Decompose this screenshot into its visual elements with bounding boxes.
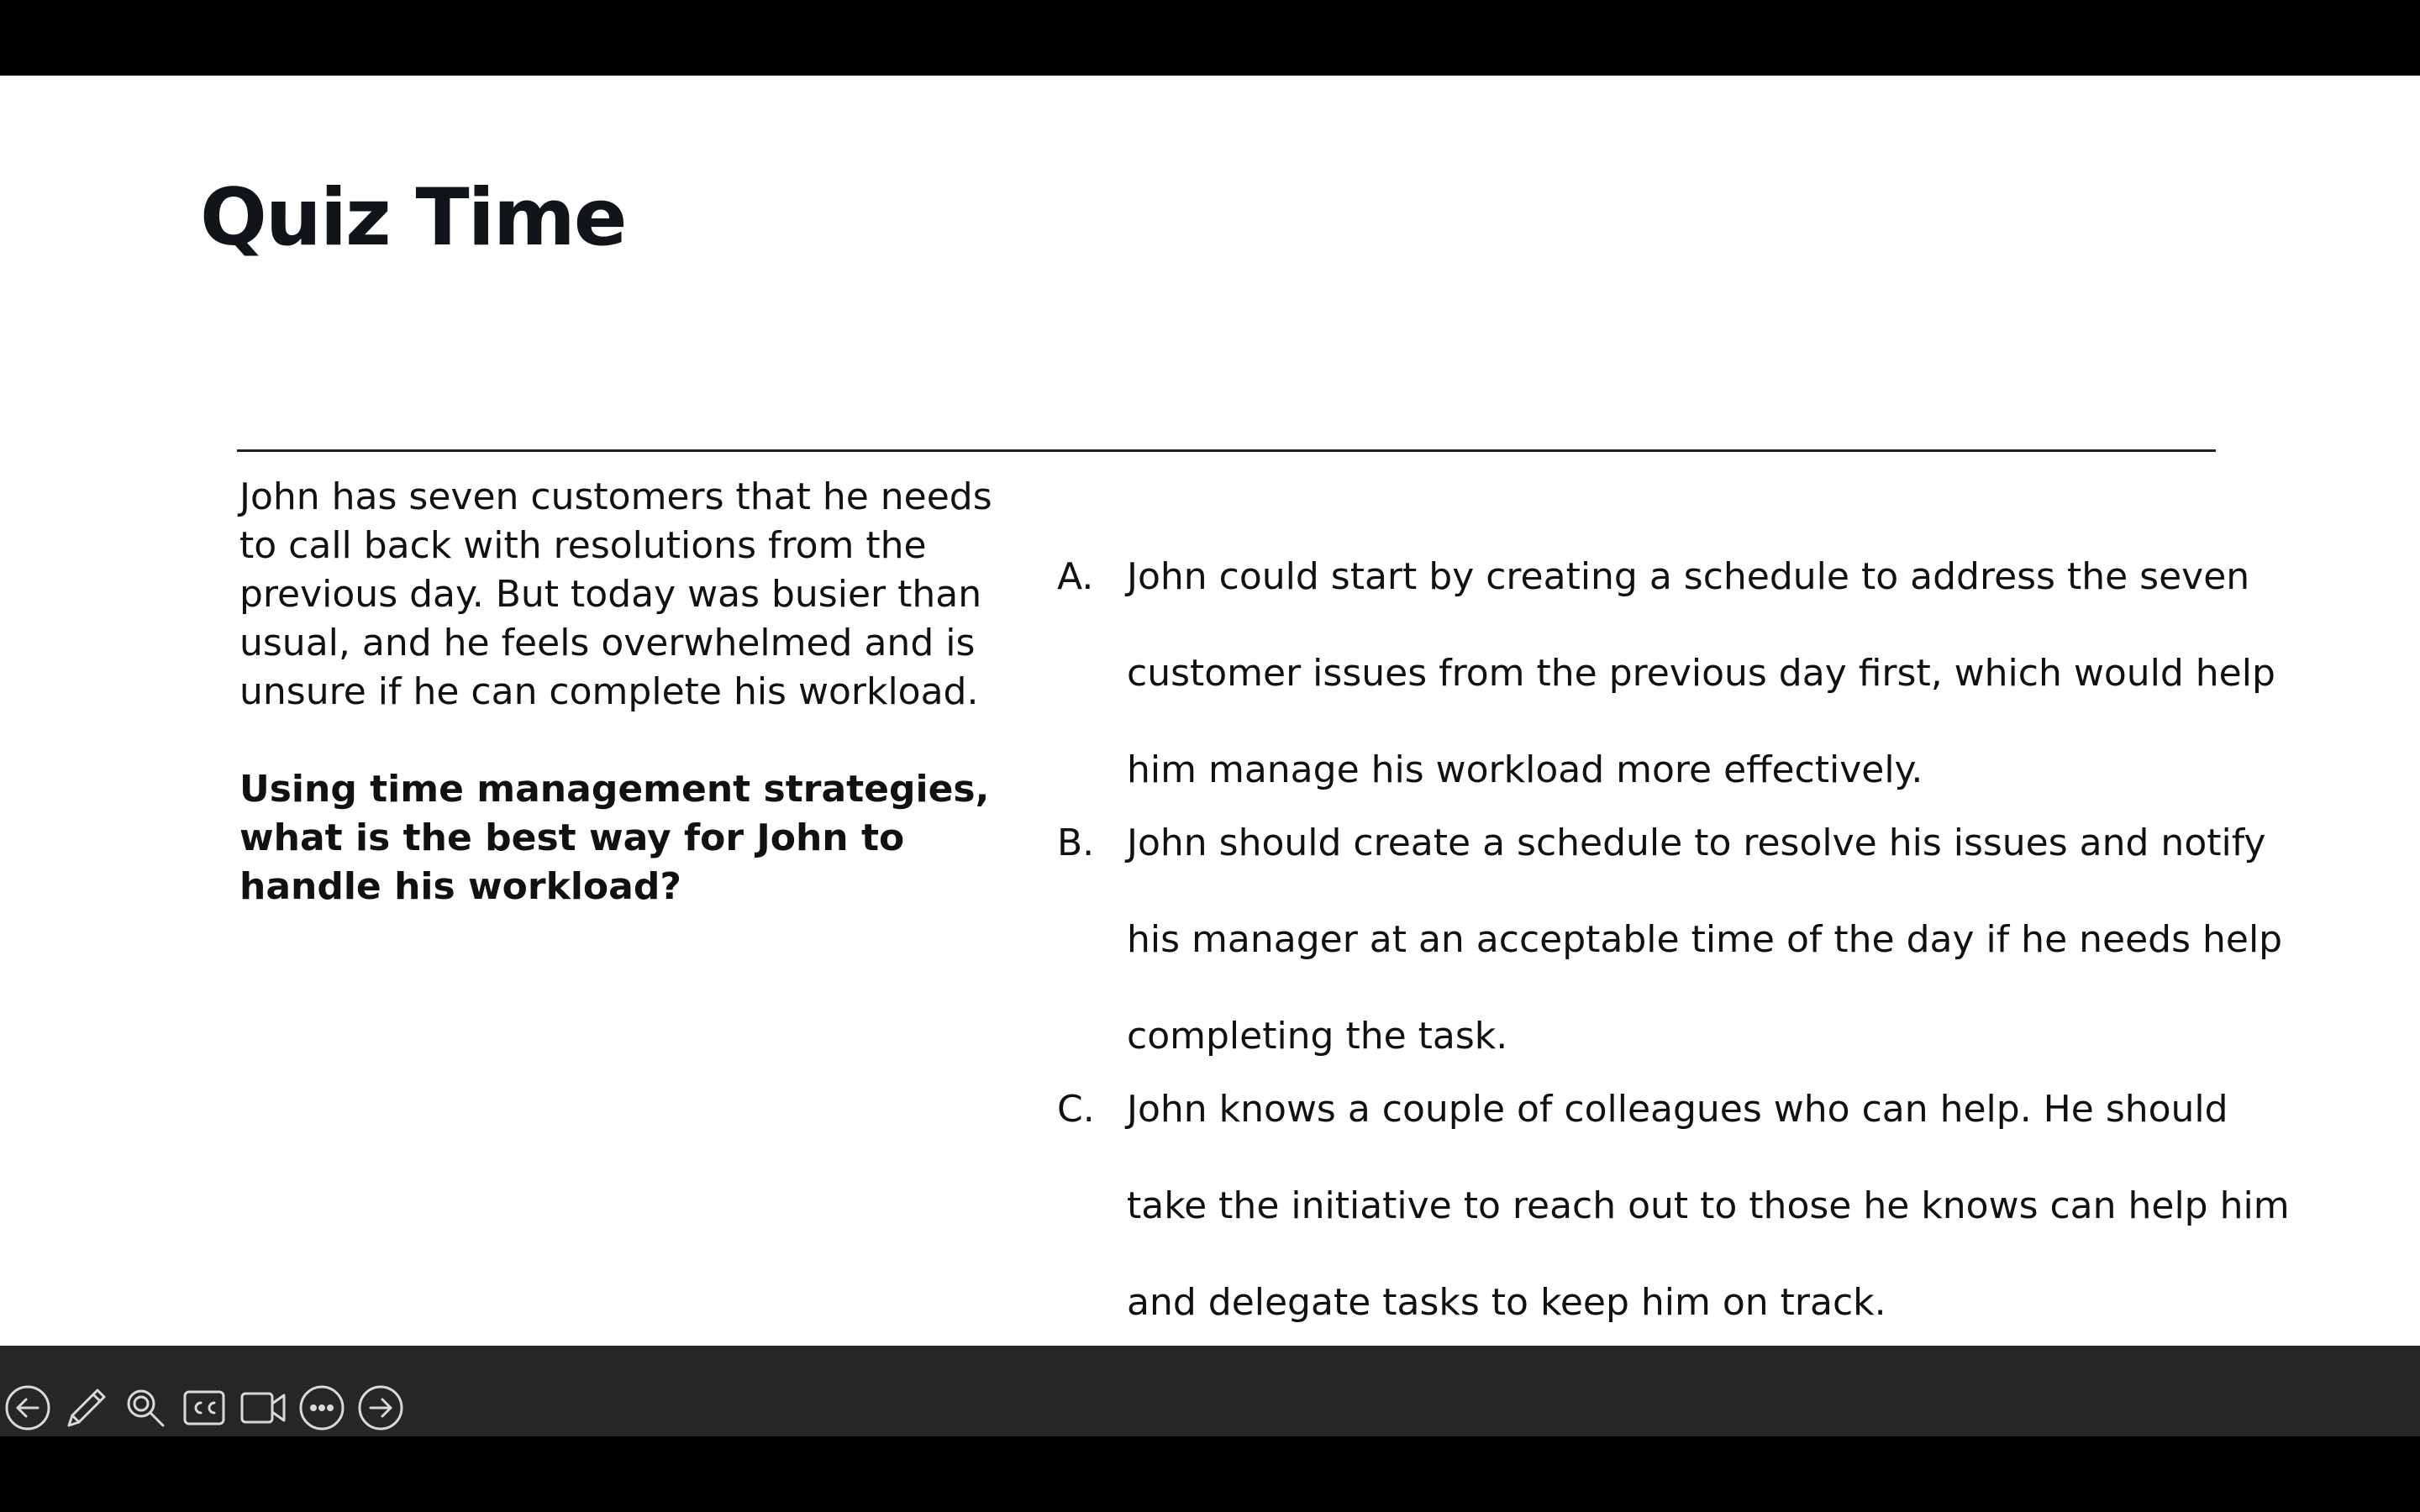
magnifier-icon [121, 1383, 170, 1432]
pen-tool-button[interactable] [62, 1383, 111, 1432]
top-letterbox [0, 0, 2420, 76]
presenter-toolbar [0, 1346, 2420, 1436]
answer-options [1057, 552, 2309, 1346]
answer-option-b [1057, 795, 2309, 1084]
answer-option-a [1057, 528, 2309, 818]
more-options-button[interactable] [297, 1383, 346, 1432]
video-camera-icon [239, 1383, 287, 1432]
arrow-left-circle-icon [3, 1383, 52, 1432]
option-letter: C. [1057, 1088, 1095, 1131]
scenario-text: John has seven customers that he needs to call back with resolutions from the previous day. But today was busier than usual, and he feels overwhelmed and is unsure if he can complete his workload. [239, 475, 992, 713]
slide-title: Quiz Time [200, 172, 626, 264]
option-text: John could start by creating a schedule to address the seven customer issues from the previous day first, which would help him manage his workload more effectively. [1127, 555, 2275, 791]
option-letter: B. [1057, 822, 1095, 864]
title-divider [237, 449, 2216, 452]
previous-slide-button[interactable] [3, 1383, 52, 1432]
pencil-icon [62, 1383, 111, 1432]
option-text: John knows a couple of colleagues who can help. He should take the initiative to reach out to those he knows can help him and delegate tasks to keep him on track. [1127, 1088, 2290, 1324]
next-slide-button[interactable] [356, 1383, 405, 1432]
closed-captions-icon [180, 1383, 229, 1432]
arrow-right-circle-icon [356, 1383, 405, 1432]
scenario-panel [239, 473, 996, 911]
zoom-button[interactable] [121, 1383, 170, 1432]
slide [0, 76, 2420, 1346]
toolbar-controls [3, 1383, 405, 1433]
option-letter: A. [1057, 555, 1094, 598]
subtitles-button[interactable] [180, 1383, 229, 1432]
camera-button[interactable] [239, 1383, 287, 1432]
scenario-question: Using time management strategies, what is the best way for John to handle his workload? [239, 768, 990, 908]
option-text: John should create a schedule to resolve his issues and notify his manager at an acceptable time of the day if he needs help completing the task. [1127, 822, 2283, 1058]
bottom-letterbox [0, 1436, 2420, 1512]
answer-option-c [1057, 1061, 2309, 1346]
ellipsis-circle-icon [297, 1383, 346, 1432]
